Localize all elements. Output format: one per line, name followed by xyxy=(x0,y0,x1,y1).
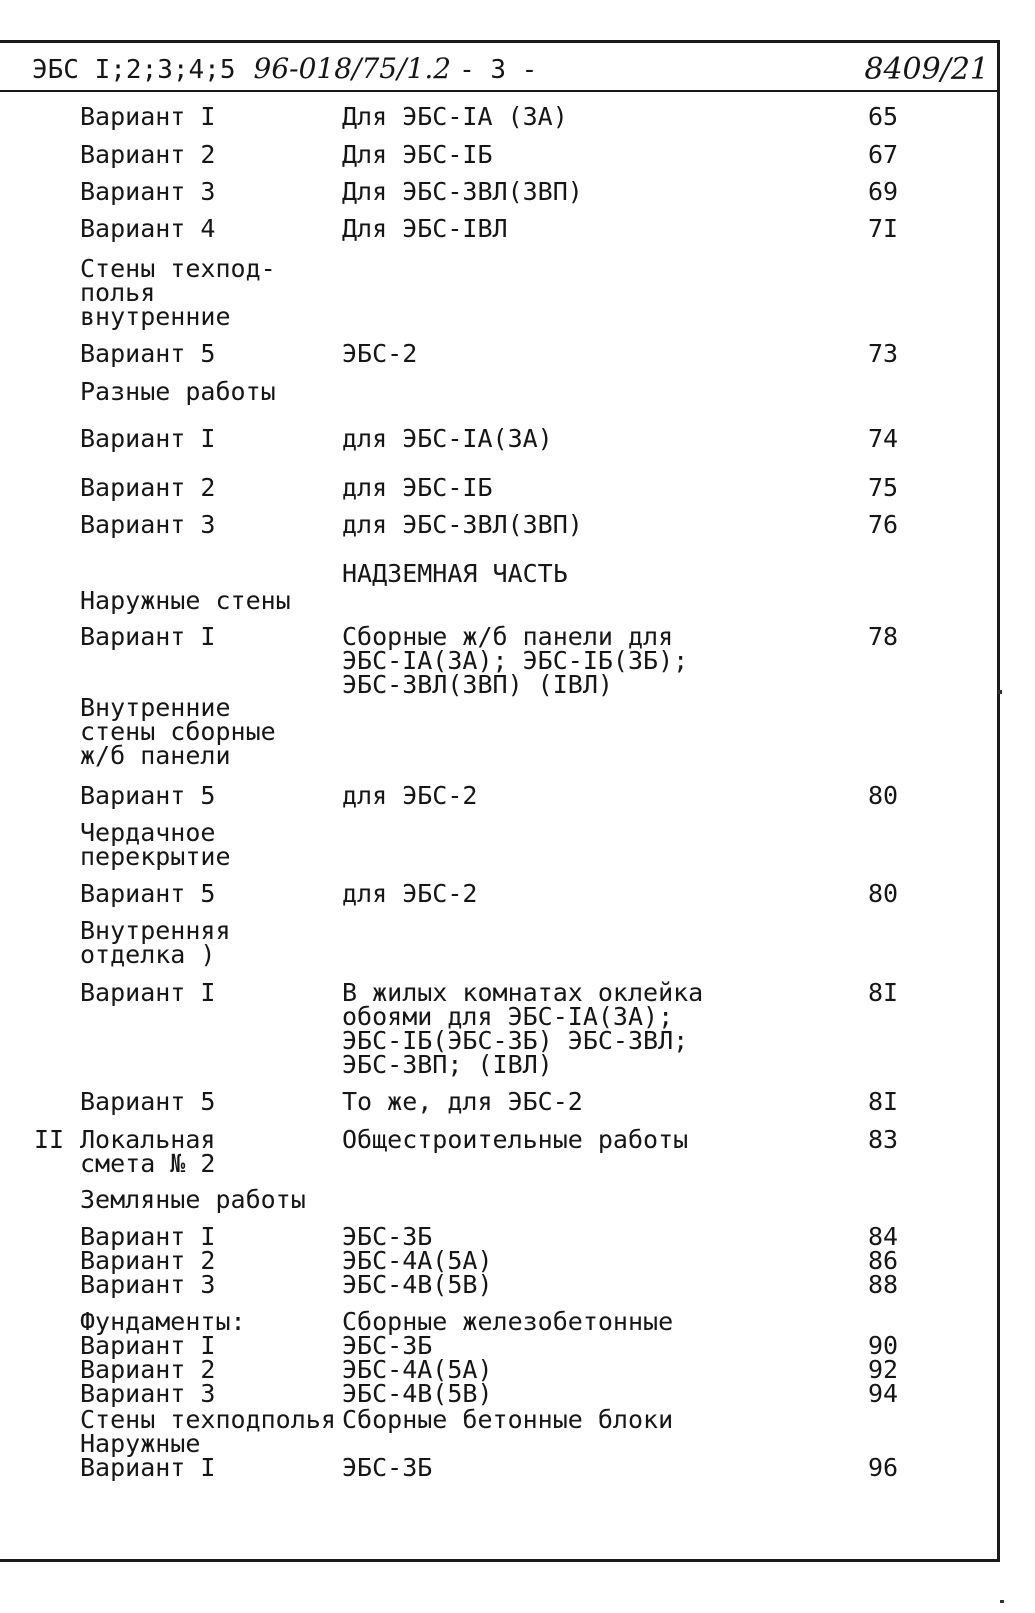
page-number: - 3 - xyxy=(459,55,538,85)
toc-page: 8I xyxy=(868,1087,899,1116)
toc-page: 78 xyxy=(868,622,899,651)
toc-desc: ЭБС-4А(5А) xyxy=(342,1246,493,1275)
toc-page: 76 xyxy=(868,510,899,539)
toc-name: ж/б панели xyxy=(80,741,231,770)
toc-name: полья xyxy=(80,278,156,307)
toc-desc: Для ЭБС-IА (3А) xyxy=(342,102,568,131)
toc-page: 80 xyxy=(868,781,899,810)
sheet-number: 8409/21 xyxy=(864,52,989,87)
toc-page: 84 xyxy=(868,1222,899,1251)
toc-name: Разные работы xyxy=(80,377,276,406)
toc-desc: ЭБС-2 xyxy=(342,339,418,368)
toc-page: 74 xyxy=(868,424,899,453)
toc-name: Вариант 3 xyxy=(80,177,216,206)
toc-name: Вариант I xyxy=(80,1331,216,1360)
toc-desc: ЭБС-3Б xyxy=(342,1331,433,1360)
toc-page: 8I xyxy=(868,978,899,1007)
toc-desc: Для ЭБС-3ВЛ(3ВП) xyxy=(342,177,583,206)
toc-desc: ЭБС-4А(5А) xyxy=(342,1355,493,1384)
toc-name: отделка ) xyxy=(80,940,216,969)
toc-page: 86 xyxy=(868,1246,899,1275)
toc-page: 73 xyxy=(868,339,899,368)
toc-name: стены сборные xyxy=(80,717,276,746)
toc-page: 94 xyxy=(868,1379,899,1408)
toc-desc: Сборные железобетонные xyxy=(342,1307,674,1336)
toc-name: Вариант 3 xyxy=(80,1379,216,1408)
toc-desc: Сборные ж/б панели для xyxy=(342,622,674,651)
toc-name: Вариант I xyxy=(80,622,216,651)
toc-desc: В жилых комнатах оклейка xyxy=(342,978,704,1007)
toc-name: Локальная xyxy=(80,1125,216,1154)
toc-name: Вариант I xyxy=(80,1453,216,1482)
scan-artifact xyxy=(1000,1600,1004,1603)
toc-name: Фундаменты: xyxy=(80,1307,246,1336)
toc-name: Наружные стены xyxy=(80,586,291,615)
toc-name: Наружные xyxy=(80,1429,201,1458)
toc-name: Вариант 2 xyxy=(80,473,216,502)
scan-artifact xyxy=(998,690,1002,694)
toc-name: внутренние xyxy=(80,302,231,331)
toc-desc: НАДЗЕМНАЯ ЧАСТЬ xyxy=(342,559,568,588)
toc-desc: ЭБС-3ВП; (IВЛ) xyxy=(342,1050,553,1079)
toc-desc: для ЭБС-IБ xyxy=(342,473,493,502)
toc-desc: Для ЭБС-IВЛ xyxy=(342,214,508,243)
toc-desc: Общестроительные работы xyxy=(342,1125,689,1154)
toc-page: 92 xyxy=(868,1355,899,1384)
toc-page: 83 xyxy=(868,1125,899,1154)
toc-page: 80 xyxy=(868,879,899,908)
toc-name: Вариант 3 xyxy=(80,1270,216,1299)
toc-name: Стены техпод- xyxy=(80,254,276,283)
document-code: ЭБС I;2;3;4;5 xyxy=(32,55,236,85)
toc-roman: II xyxy=(34,1125,65,1154)
toc-desc: обоями для ЭБС-IА(3А); xyxy=(342,1002,674,1031)
toc-name: Внутренние xyxy=(80,693,231,722)
toc-desc: Для ЭБС-IБ xyxy=(342,140,493,169)
toc-name: смета № 2 xyxy=(80,1149,216,1178)
toc-name: Вариант I xyxy=(80,1222,216,1251)
toc-name: Земляные работы xyxy=(80,1185,306,1214)
toc-name: Вариант 2 xyxy=(80,140,216,169)
toc-name: Вариант 5 xyxy=(80,879,216,908)
toc-name: Стены техподполья xyxy=(80,1405,336,1434)
toc-desc: То же, для ЭБС-2 xyxy=(342,1087,583,1116)
toc-name: Вариант 2 xyxy=(80,1355,216,1384)
toc-page: 65 xyxy=(868,102,899,131)
toc-name: Внутренняя xyxy=(80,916,231,945)
toc-name: Вариант I xyxy=(80,978,216,1007)
toc-desc: ЭБС-4В(5В) xyxy=(342,1270,493,1299)
toc-page: 69 xyxy=(868,177,899,206)
toc-desc: ЭБС-IБ(ЭБС-3Б) ЭБС-3ВЛ; xyxy=(342,1026,689,1055)
toc-desc: ЭБС-3Б xyxy=(342,1453,433,1482)
toc-desc: для ЭБС-IА(3А) xyxy=(342,424,553,453)
toc-desc: для ЭБС-2 xyxy=(342,879,478,908)
toc-page: 96 xyxy=(868,1453,899,1482)
toc-name: Вариант I xyxy=(80,424,216,453)
handwritten-number: 96-018/75/1.2 xyxy=(253,52,452,85)
toc-name: Чердачное xyxy=(80,818,216,847)
toc-desc: ЭБС-IА(3А); ЭБС-IБ(3Б); xyxy=(342,646,689,675)
toc-name: Вариант 5 xyxy=(80,781,216,810)
toc-name: перекрытие xyxy=(80,842,231,871)
toc-page: 75 xyxy=(868,473,899,502)
toc-desc: для ЭБС-2 xyxy=(342,781,478,810)
toc-name: Вариант 2 xyxy=(80,1246,216,1275)
header-divider xyxy=(0,90,1000,92)
toc-desc: ЭБС-4В(5В) xyxy=(342,1379,493,1408)
toc-name: Вариант 5 xyxy=(80,339,216,368)
toc-page: 90 xyxy=(868,1331,899,1360)
toc-page: 67 xyxy=(868,140,899,169)
toc-name: Вариант 4 xyxy=(80,214,216,243)
toc-page: 88 xyxy=(868,1270,899,1299)
document-header xyxy=(32,52,537,85)
toc-desc: для ЭБС-3ВЛ(3ВП) xyxy=(342,510,583,539)
toc-desc: ЭБС-3ВЛ(3ВП) (IВЛ) xyxy=(342,670,613,699)
toc-name: Вариант I xyxy=(80,102,216,131)
toc-name: Вариант 3 xyxy=(80,510,216,539)
toc-desc: ЭБС-3Б xyxy=(342,1222,433,1251)
toc-desc: Сборные бетонные блоки xyxy=(342,1405,674,1434)
toc-page: 7I xyxy=(868,214,899,243)
toc-name: Вариант 5 xyxy=(80,1087,216,1116)
